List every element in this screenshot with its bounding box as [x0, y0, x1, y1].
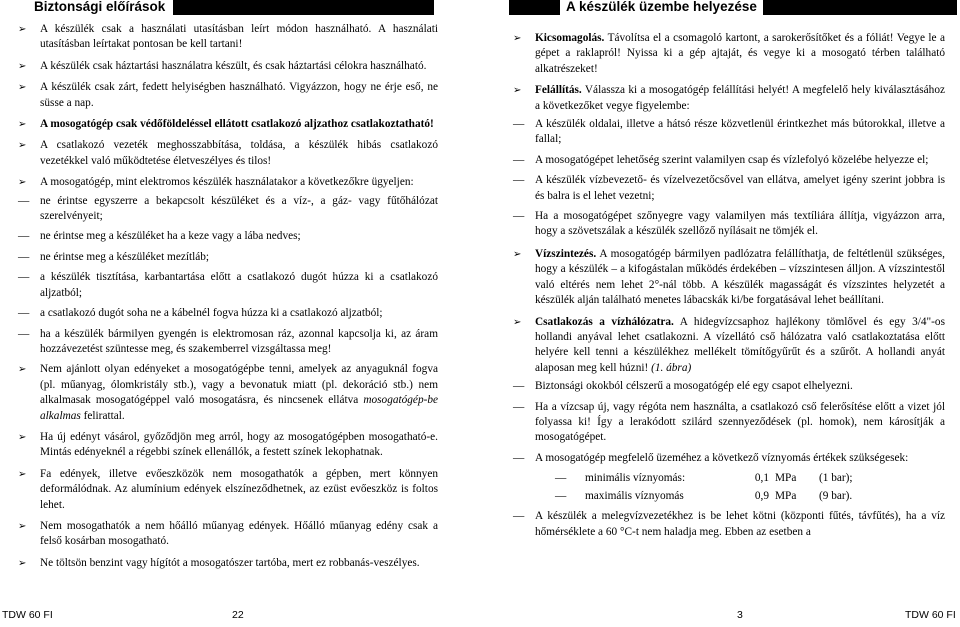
dash-item: — A mosogatógép megfelelő üzeméhez a következő víznyomás értékek szükségesek: [513, 451, 945, 466]
pressure-table [513, 469, 945, 505]
dash-bullet-icon: — [513, 451, 525, 464]
bullet-item: ➢ Ha új edényt vásárol, győződjön meg arról, hogy az mosogatógépben mosogatható-e. Mintás edényeknél a régebbi színek ellenállók, a festett színek lekophatnak. [18, 430, 438, 459]
pressure-row: — minimális víznyomás: 0,1 MPa (1 bar); [513, 469, 945, 487]
arrow-bullet-icon: ➢ [18, 364, 27, 376]
dash-item: — Biztonsági okokból célszerű a mosogatógép elé egy csapot elhelyezni. [513, 379, 945, 394]
bullet-item: ➢ Vízszintezés. A mosogatógép bármilyen padlózatra felállíthatja, de feltétlenül szükséges, hogy a készülék – a kifogástalan működés érdekében – vízszintesen álljon. A vízszintestől való eltérés nem lehet 2°-nál több. A készülék magasságát és vízszintes helyzetét a készülék alján található menetes lábacskák ki/be forgatásával lehet beállítani. [513, 247, 945, 307]
arrow-bullet-icon: ➢ [18, 520, 27, 532]
bullet-item: ➢ A mosogatógép, mint elektromos készülék használatakor a következőkre ügyeljen: [18, 175, 438, 190]
pressure-row: — maximális víznyomás 0,9 MPa (9 bar). [513, 487, 945, 505]
arrow-bullet-icon: ➢ [18, 119, 27, 131]
arrow-bullet-icon: ➢ [513, 85, 522, 97]
bullet-item: ➢ Kicsomagolás. Távolítsa el a csomagoló kartont, a sarokerősítőket és a fóliát! Vegye le a gépet a raklapról! Nyissa ki a gép ajtaját, és vegye ki a mosogató térben található alkatrészeket! [513, 32, 945, 75]
dash-item: — ne érintse meg a készüléket mezítláb; [18, 250, 438, 265]
bullet-item: ➢ Felállítás. Válassza ki a mosogatógép felállítási helyét! A megfelelő hely kiválasztásához a következőket vegye figyelembe: [513, 84, 945, 112]
dash-item: — Ha a mosogatógépet szőnyegre vagy valamilyen más textíliára állítja, vigyázzon arra, hogy a szövetszálak a készülék szellőző nyílásait ne tömjék el. [513, 210, 945, 238]
dash-bullet-icon: — [18, 327, 30, 340]
arrow-bullet-icon: ➢ [18, 557, 27, 569]
arrow-bullet-icon: ➢ [18, 431, 27, 443]
dash-bullet-icon: — [555, 490, 567, 503]
left-content [18, 22, 438, 577]
arrow-bullet-icon: ➢ [18, 82, 27, 94]
bullet-item: ➢ A csatlakozó vezeték meghosszabbítása, toldása, a készülék hibás csatlakozó vezetékkel való működtetése életveszélyes és tilos! [18, 139, 438, 167]
bullet-item: ➢ Csatlakozás a vízhálózatra. A hidegvízcsaphoz hajlékony tömlővel és egy 3/4"-os hollandi anyával lehet csatlakozni. A vízellátó cső hálózatra való csatlakoztatása előtt helyére kell tenni a készülékhez mellékelt tömítőgyűrűt és a szűrőt. A hollandi anyát alaposan meg kell húzni! (1. ábra) [513, 315, 945, 374]
bullet-item: ➢ Nem ajánlott olyan edényeket a mosogatógépbe tenni, amelyek az anyaguknál fogva (pl. műanyag, ólomkristály stb.), vagy a bevonatuk miatt (pl. dekoráció stb.) nem alkalmasak mosogatógéppel való mosogatásra, és nincsenek ellátva mosogatógép-be alkalmas felirattal. [18, 363, 439, 422]
dash-bullet-icon: — [18, 230, 30, 243]
dash-item: — ha a készülék bármilyen gyengén is elektromosan ráz, azonnal kapcsolja ki, az áram hozzávezetést szüntesse meg, és szakemberrel vizsgáltassa meg! [18, 327, 438, 355]
dash-bullet-icon: — [18, 194, 30, 207]
bullet-item: ➢ A készülék csak háztartási használatra készült, és csak háztartási célokra használható. [18, 59, 438, 74]
dash-bullet-icon: — [513, 210, 525, 223]
right-content [513, 31, 945, 545]
arrow-bullet-icon: ➢ [18, 177, 27, 189]
bullet-item: ➢ A készülék csak zárt, fedett helyiségben használható. Vigyázzon, hogy ne érje eső, ne süsse a nap. [18, 81, 438, 109]
dash-item: — ne érintse meg a készüléket ha a keze vagy a lába nedves; [18, 229, 438, 244]
dash-bullet-icon: — [513, 380, 525, 393]
dash-item: — A készülék a melegvízvezetékhez is be lehet kötni (központi fűtés, távfűtés), ha a víz hőmérséklete a 60 °C-t nem haladja meg. Ebben az esetben a [513, 510, 945, 538]
dash-item: — Ha a vízcsap új, vagy régóta nem használta, a csatlakozó cső felerősítése előtt a vizet jól folyassa ki! Így a lerakódott szilárd szennyeződések (pl. homok), nem károsítják a mosogatógépet. [513, 400, 945, 444]
dash-item: — a csatlakozó dugót soha ne a kábelnél fogva húzza ki a csatlakozó aljzatból; [18, 306, 438, 321]
dash-bullet-icon: — [555, 472, 567, 485]
dash-bullet-icon: — [513, 174, 525, 187]
arrow-bullet-icon: ➢ [513, 33, 522, 44]
dash-bullet-icon: — [513, 118, 525, 131]
arrow-bullet-icon: ➢ [513, 248, 522, 260]
arrow-bullet-icon: ➢ [18, 60, 27, 72]
left-footer-model: TDW 60 FI [2, 609, 53, 621]
dash-item: — A készülék oldalai, illetve a hátsó része közvetlenül érintkezhet más bútorokkal, illetve a fallal; [513, 118, 945, 146]
dash-bullet-icon: — [18, 250, 30, 263]
bullet-item: ➢ Nem mosogathatók a nem hőálló műanyag edények. Hőálló műanyag edény csak a felső kosárban mosogatható. [18, 519, 438, 548]
dash-item: — a készülék tisztítása, karbantartása előtt a csatlakozó dugót húzza ki a csatlakozó aljzatból; [18, 271, 438, 299]
left-page-title: Biztonsági előírások [34, 0, 173, 15]
arrow-bullet-icon: ➢ [18, 24, 27, 35]
bullet-item: ➢ A készülék csak a használati utasításban leírt módon használható. A használati utasításban leírtakat pontosan be kell tartani! [18, 23, 438, 51]
arrow-bullet-icon: ➢ [513, 316, 522, 328]
bullet-item: ➢ Ne töltsön benzint vagy hígítót a mosogatószer tartóba, mert ez robbanás-veszélyes. [18, 556, 438, 571]
arrow-bullet-icon: ➢ [18, 140, 27, 152]
dash-item: — A készülék vízbevezető- és vízelvezetőcsővel van ellátva, amelyet igény szerint jobbra is és balra is el lehet vezetni; [513, 174, 945, 202]
dash-bullet-icon: — [513, 510, 525, 523]
dash-bullet-icon: — [513, 153, 525, 166]
bullet-item: ➢ Fa edények, illetve evőeszközök nem mosogathatók a gépben, mert könnyen deformálódnak. Az alumínium edények elszíneződhetnek, az ezüst evőeszköz is foltos lehet. [18, 467, 438, 511]
bullet-item-warning: ➢ A mosogatógép csak védőföldeléssel ellátott csatlakozó aljzathoz csatlakoztatható! [18, 117, 438, 132]
right-page-title: A készülék üzembe helyezése [560, 0, 763, 15]
dash-item: — ne érintse egyszerre a bekapcsolt készüléket és a víz-, a gáz- vagy fűtőhálózat szerelvényeit; [18, 194, 438, 223]
dash-bullet-icon: — [18, 307, 30, 320]
dash-bullet-icon: — [18, 271, 30, 284]
dash-bullet-icon: — [513, 400, 525, 413]
arrow-bullet-icon: ➢ [18, 468, 27, 480]
dash-item: — A mosogatógépet lehetőség szerint valamilyen csap és vízlefolyó közelébe helyezze el; [513, 153, 945, 168]
right-page-number: 3 [737, 609, 743, 621]
left-page-number: 22 [232, 609, 244, 621]
right-footer-model: TDW 60 FI [905, 609, 956, 621]
